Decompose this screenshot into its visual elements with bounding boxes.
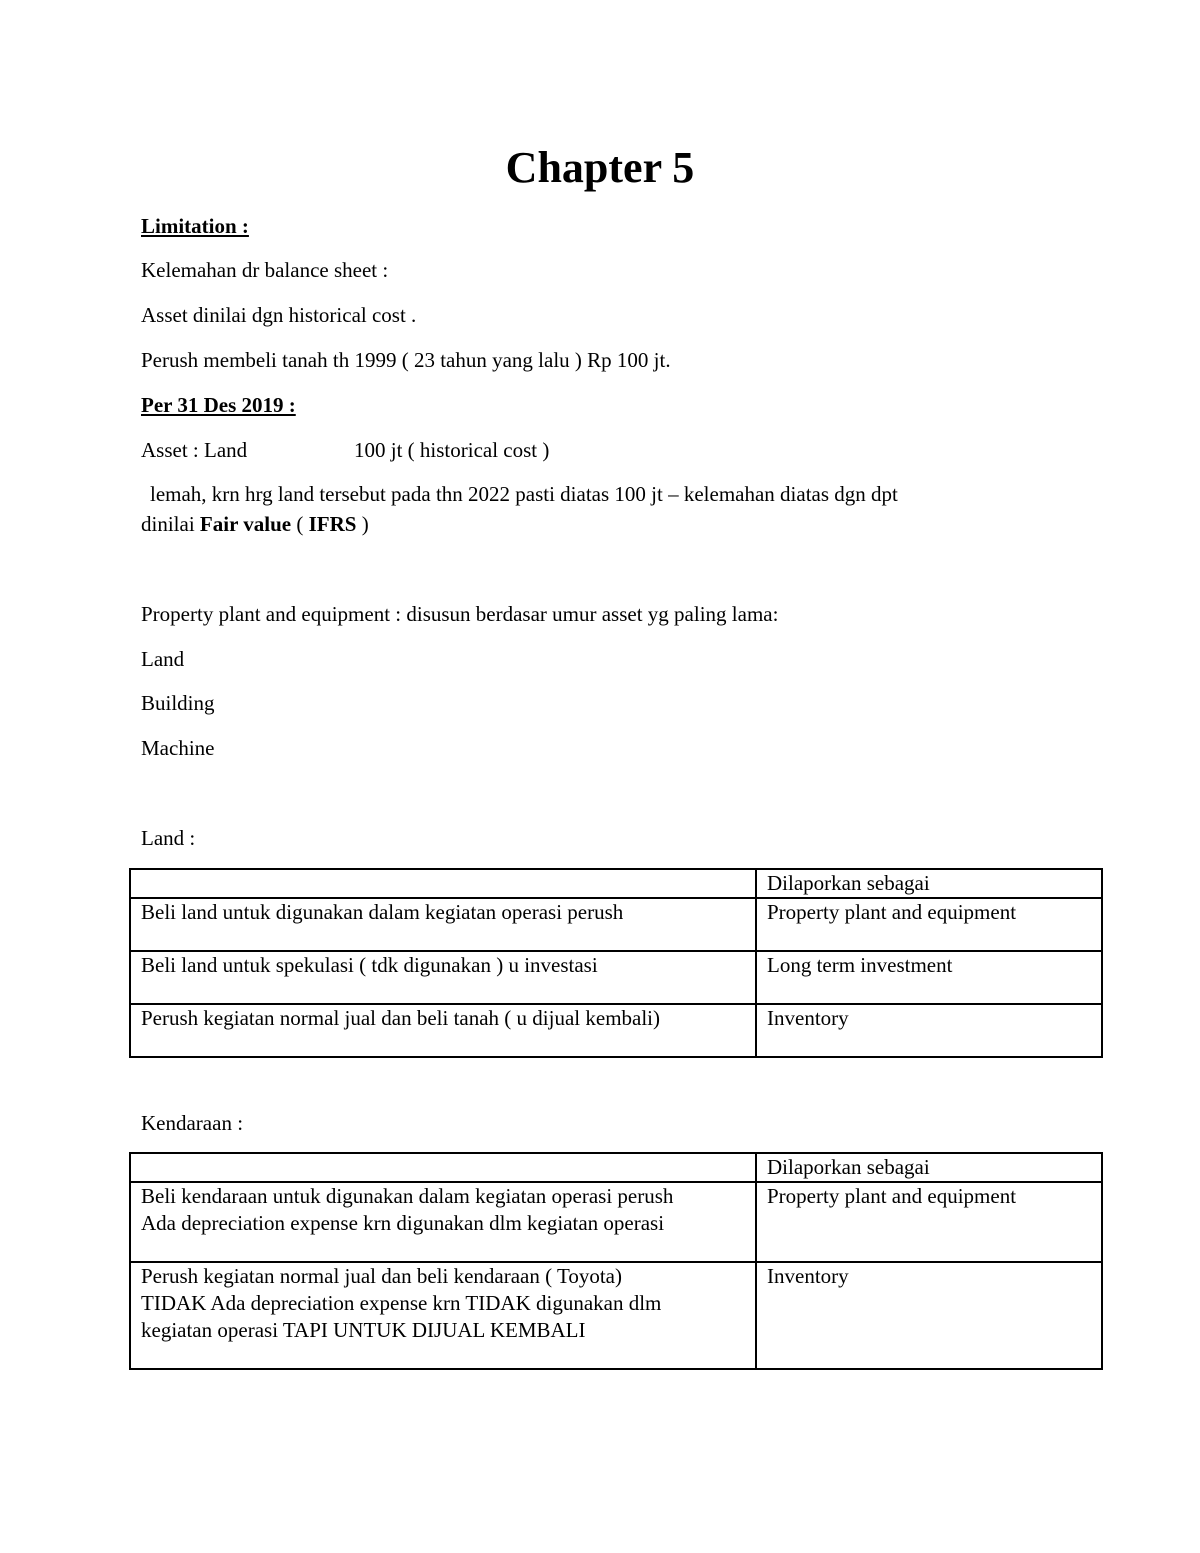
table-cell: Perush kegiatan normal jual dan beli tanah ( u dijual kembali) xyxy=(130,1004,756,1057)
table-cell xyxy=(130,1182,756,1262)
paragraph-historical-cost: Asset dinilai dgn historical cost . xyxy=(141,303,417,327)
table-row xyxy=(130,1262,1102,1369)
cell-line: kegiatan operasi TAPI UNTUK DIJUAL KEMBALI xyxy=(141,1318,586,1342)
table-header-cell xyxy=(130,869,756,898)
ifrs-term: IFRS xyxy=(308,512,357,536)
table-cell: Beli land untuk spekulasi ( tdk digunakan ) u investasi xyxy=(130,951,756,1004)
cell-line: Ada depreciation expense krn digunakan dlm kegiatan operasi xyxy=(141,1211,665,1235)
weakness-mid: ( xyxy=(291,512,309,536)
weakness-line-1: lemah, krn hrg land tersebut pada thn 2022 pasti diatas 100 jt – kelemahan diatas dgn dpt xyxy=(150,482,898,506)
table-header-row xyxy=(130,1153,1102,1182)
ppe-item-machine: Machine xyxy=(141,736,215,760)
table-row xyxy=(130,898,1102,951)
table-cell: Inventory xyxy=(756,1262,1102,1369)
table-cell: Property plant and equipment xyxy=(756,1182,1102,1262)
vehicle-section-label: Kendaraan : xyxy=(141,1111,244,1135)
table-cell: Beli land untuk digunakan dalam kegiatan operasi perush xyxy=(130,898,756,951)
weakness-prefix: dinilai xyxy=(141,512,200,536)
fair-value-term: Fair value xyxy=(199,512,292,536)
table-cell: Inventory xyxy=(756,1004,1102,1057)
ppe-item-building: Building xyxy=(141,691,215,715)
cell-line: Perush kegiatan normal jual dan beli kendaraan ( Toyota) xyxy=(141,1264,622,1288)
limitation-heading: Limitation : xyxy=(141,214,249,238)
table-cell xyxy=(130,1262,756,1369)
vehicle-classification-table xyxy=(129,1152,1103,1370)
table-row xyxy=(130,951,1102,1004)
table-cell: Property plant and equipment xyxy=(756,898,1102,951)
table-row xyxy=(130,1182,1102,1262)
paragraph-balance-sheet-weakness: Kelemahan dr balance sheet : xyxy=(141,258,389,282)
ppe-item-land: Land xyxy=(141,647,185,671)
table-row xyxy=(130,1004,1102,1057)
per-date-heading: Per 31 Des 2019 : xyxy=(141,393,296,417)
land-classification-table xyxy=(129,868,1103,1058)
page-title: Chapter 5 xyxy=(505,143,695,192)
table-header-cell: Dilaporkan sebagai xyxy=(756,869,1102,898)
asset-land-label: Asset : Land xyxy=(141,438,248,462)
land-section-label: Land : xyxy=(141,826,196,850)
table-cell: Long term investment xyxy=(756,951,1102,1004)
cell-line: Beli kendaraan untuk digunakan dalam kegiatan operasi perush xyxy=(141,1184,674,1208)
table-header-row xyxy=(130,869,1102,898)
weakness-line-2 xyxy=(141,511,369,537)
cell-line: TIDAK Ada depreciation expense krn TIDAK digunakan dlm xyxy=(141,1291,662,1315)
ppe-intro: Property plant and equipment : disusun berdasar umur asset yg paling lama: xyxy=(141,602,779,626)
asset-land-value: 100 jt ( historical cost ) xyxy=(354,438,550,462)
weakness-suffix: ) xyxy=(356,512,369,536)
paragraph-land-purchase: Perush membeli tanah th 1999 ( 23 tahun yang lalu ) Rp 100 jt. xyxy=(141,348,671,372)
table-header-cell xyxy=(130,1153,756,1182)
table-header-cell: Dilaporkan sebagai xyxy=(756,1153,1102,1182)
